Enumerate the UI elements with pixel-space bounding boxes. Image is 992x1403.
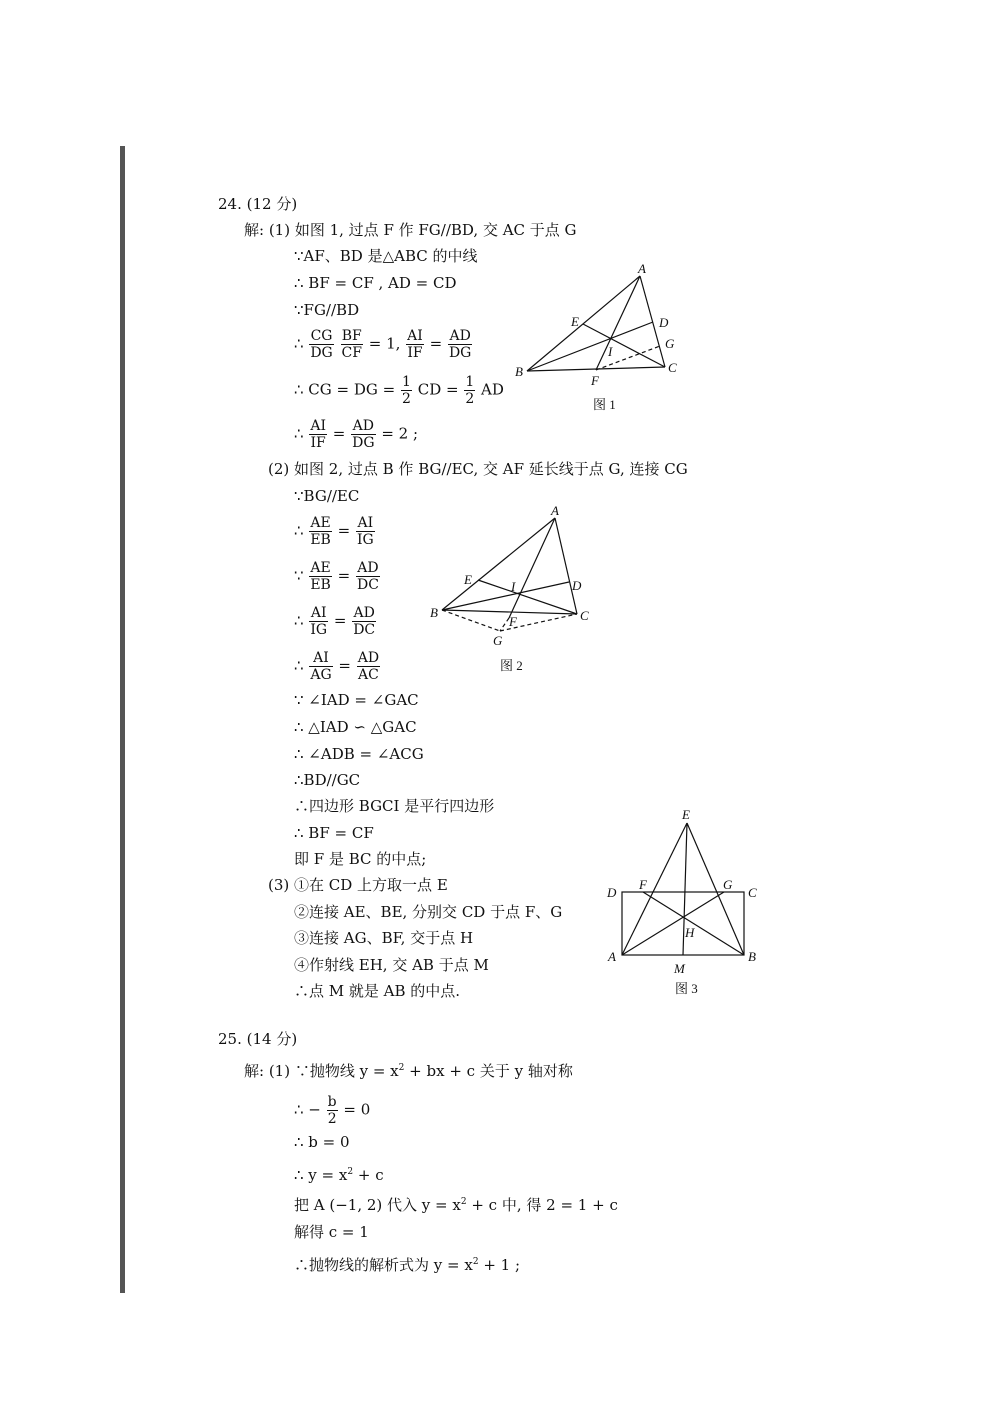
segment-bd <box>527 322 653 371</box>
exponent: 2 <box>398 1063 405 1073</box>
fraction <box>352 605 376 638</box>
math-symbol: = 1, <box>368 334 406 353</box>
segment-ab <box>442 518 555 610</box>
numerator: AE <box>310 560 331 576</box>
segment-af <box>596 276 640 370</box>
math-text: CD = <box>417 380 459 399</box>
p25-fraction-line <box>294 1094 370 1127</box>
math-symbol: = <box>429 334 443 353</box>
problem-25-title: 25. (14 分) <box>218 1030 298 1048</box>
fraction <box>309 650 332 683</box>
denominator: 2 <box>327 1111 337 1127</box>
figure-3-caption: 图 3 <box>675 981 698 996</box>
point-label-e: E <box>464 572 472 587</box>
point-label-d: D <box>607 885 617 900</box>
denominator: CF <box>341 345 362 361</box>
segment-bf <box>643 892 744 955</box>
p24-fraction-line <box>294 650 381 683</box>
denominator: DG <box>352 435 375 451</box>
fraction <box>309 515 332 548</box>
segment-af <box>509 518 555 618</box>
p24-line: ∵FG//BD <box>294 301 360 319</box>
p25-line <box>294 1162 384 1185</box>
point-label-e: E <box>571 314 579 329</box>
fraction <box>309 328 333 361</box>
p24-fraction-line <box>294 560 381 593</box>
numerator: AI <box>407 328 423 344</box>
fraction <box>464 374 475 407</box>
math-symbol: ∴ <box>294 521 304 540</box>
p24-fraction-line <box>294 374 504 407</box>
math-text: = 2 ; <box>381 424 419 443</box>
numerator: 1 <box>465 374 475 390</box>
math-symbol: ∴ <box>294 424 304 443</box>
p24-line: ③连接 AG、BF, 交于点 H <box>294 929 474 947</box>
numerator: AI <box>310 605 327 621</box>
denominator: IF <box>407 345 423 361</box>
point-label-e: E <box>682 807 690 822</box>
point-label-a: A <box>638 261 646 276</box>
p25-line: 解得 c = 1 <box>294 1223 369 1241</box>
denominator: 2 <box>402 391 411 407</box>
fraction <box>356 560 380 593</box>
point-label-i: I <box>608 344 613 359</box>
numerator: AI <box>357 515 374 531</box>
numerator: AD <box>353 605 375 621</box>
numerator: AD <box>357 560 379 576</box>
numerator: 1 <box>402 374 411 390</box>
exponent: 2 <box>347 1167 354 1177</box>
denominator: DC <box>353 622 376 638</box>
p25-line <box>294 1192 618 1215</box>
denominator: IG <box>356 532 374 548</box>
denominator: 2 <box>465 391 475 407</box>
p25-part1-intro <box>244 1058 573 1081</box>
denominator: IG <box>310 622 328 638</box>
point-label-c: C <box>580 608 589 623</box>
exponent: 2 <box>460 1197 467 1207</box>
p24-line: ∴BD//GC <box>294 771 361 789</box>
numerator: AE <box>310 515 331 531</box>
denominator: IF <box>310 435 326 451</box>
segment-be <box>687 823 744 955</box>
p24-line: ∴点 M 就是 AB 的中点. <box>294 982 461 1000</box>
p24-line: 即 F 是 BC 的中点; <box>294 850 427 868</box>
p24-line: ∵AF、BD 是△ABC 的中线 <box>294 247 478 265</box>
segment-ab <box>527 276 640 371</box>
fraction <box>327 1094 338 1127</box>
p25-line <box>294 1252 520 1275</box>
numerator: AD <box>357 650 380 666</box>
point-label-f: F <box>639 877 647 892</box>
point-label-g: G <box>723 877 733 892</box>
fraction <box>357 650 380 683</box>
point-label-h: H <box>685 925 695 940</box>
denominator: DG <box>448 345 472 361</box>
p24-line: ②连接 AE、BE, 分别交 CD 于点 F、G <box>294 903 563 921</box>
p24-line: ④作射线 EH, 交 AB 于点 M <box>294 956 489 974</box>
point-label-a: A <box>608 949 616 964</box>
point-label-b: B <box>748 949 756 964</box>
figure-1 <box>505 258 695 418</box>
denominator: DC <box>356 577 379 593</box>
fraction <box>406 328 424 361</box>
math-text: + bx + c 关于 y 轴对称 <box>404 1062 573 1080</box>
fraction <box>356 515 375 548</box>
math-text: = 0 <box>343 1100 371 1119</box>
point-label-f: F <box>591 373 599 388</box>
point-label-b: B <box>515 364 523 379</box>
denominator: AG <box>310 667 332 683</box>
numerator: AD <box>352 418 374 434</box>
p24-line: ∴四边形 BGCI 是平行四边形 <box>294 797 495 815</box>
segment-bg <box>442 610 500 631</box>
denominator: DG <box>310 345 333 361</box>
point-label-d: D <box>572 578 582 593</box>
margin-bar <box>120 146 125 1293</box>
problem-24-title: 24. (12 分) <box>218 195 298 213</box>
figure-3 <box>600 805 775 1005</box>
point-label-f: F <box>509 614 517 629</box>
p24-line: ∵BG//EC <box>294 487 360 505</box>
math-symbol: ∴ <box>294 611 304 630</box>
point-label-b: B <box>430 605 438 620</box>
numerator: AI <box>310 418 326 434</box>
denominator: EB <box>310 577 331 593</box>
fraction <box>351 418 375 451</box>
segment-ce <box>478 580 577 614</box>
point-label-d: D <box>659 315 669 330</box>
math-symbol: = <box>332 424 346 443</box>
math-text: 把 A (−1, 2) 代入 y = x <box>294 1196 461 1214</box>
p24-fraction-line <box>294 515 376 548</box>
p24-line: ∴ △IAD ∽ △GAC <box>294 718 417 736</box>
figure-2 <box>420 500 610 678</box>
figure-2-caption: 图 2 <box>500 658 523 673</box>
point-label-a: A <box>551 503 559 518</box>
point-label-c: C <box>668 360 677 375</box>
point-label-g: G <box>493 633 503 648</box>
numerator: b <box>327 1094 337 1110</box>
segment-ac <box>555 518 577 614</box>
denominator: EB <box>310 532 331 548</box>
math-text: AD <box>481 380 504 399</box>
math-text: ∴ y = x <box>294 1166 348 1184</box>
p24-fraction-line <box>294 605 377 638</box>
fraction <box>401 374 412 407</box>
math-symbol: = <box>337 566 351 585</box>
segment-ce <box>583 324 665 367</box>
fraction <box>448 328 472 361</box>
fraction <box>309 605 328 638</box>
math-text: + c <box>353 1166 384 1184</box>
p25-line: ∴ b = 0 <box>294 1133 350 1151</box>
point-label-g: G <box>665 336 675 351</box>
p24-line: ∵ ∠IAD = ∠GAC <box>294 691 419 709</box>
math-symbol: ∵ <box>294 566 304 585</box>
point-label-c: C <box>748 885 757 900</box>
numerator: AI <box>309 650 332 667</box>
figure-1-caption: 图 1 <box>593 397 616 412</box>
math-text: ∴抛物线的解析式为 y = x <box>294 1256 473 1274</box>
numerator: BF <box>341 328 362 344</box>
math-symbol: = <box>338 656 351 675</box>
math-symbol: ∴ − <box>294 1100 321 1119</box>
p24-part2-intro: (2) 如图 2, 过点 B 作 BG//EC, 交 AF 延长线于点 G, 连接 CG <box>268 460 688 478</box>
fraction <box>341 328 363 361</box>
math-symbol: ∴ <box>294 656 304 675</box>
point-label-i: I <box>511 579 516 594</box>
fraction <box>309 418 327 451</box>
math-symbol: = <box>337 521 351 540</box>
math-text: + 1 ; <box>478 1256 521 1274</box>
numerator: AD <box>449 328 471 344</box>
math-text: + c 中, 得 2 = 1 + c <box>466 1196 618 1214</box>
exponent: 2 <box>472 1257 479 1267</box>
p24-fraction-line <box>294 328 473 361</box>
math-text: ∴ CG = DG = <box>294 380 396 399</box>
p24-line: ∴ ∠ADB = ∠ACG <box>294 745 424 763</box>
point-label-m: M <box>674 961 685 976</box>
p24-line: ∴ BF = CF , AD = CD <box>294 274 457 292</box>
numerator: CG <box>310 328 333 344</box>
p24-fraction-line <box>294 418 418 451</box>
p24-part1-intro: 解: (1) 如图 1, 过点 F 作 FG//BD, 交 AC 于点 G <box>244 221 577 239</box>
denominator: AC <box>358 667 379 683</box>
fraction <box>309 560 332 593</box>
segment-bd <box>442 582 569 610</box>
math-symbol: = <box>333 611 347 630</box>
math-symbol: ∴ <box>294 334 304 353</box>
math-text: 解: (1) ∵抛物线 y = x <box>244 1062 399 1080</box>
p24-line: ∴ BF = CF <box>294 824 374 842</box>
p24-part3-intro: (3) ①在 CD 上方取一点 E <box>268 876 448 894</box>
